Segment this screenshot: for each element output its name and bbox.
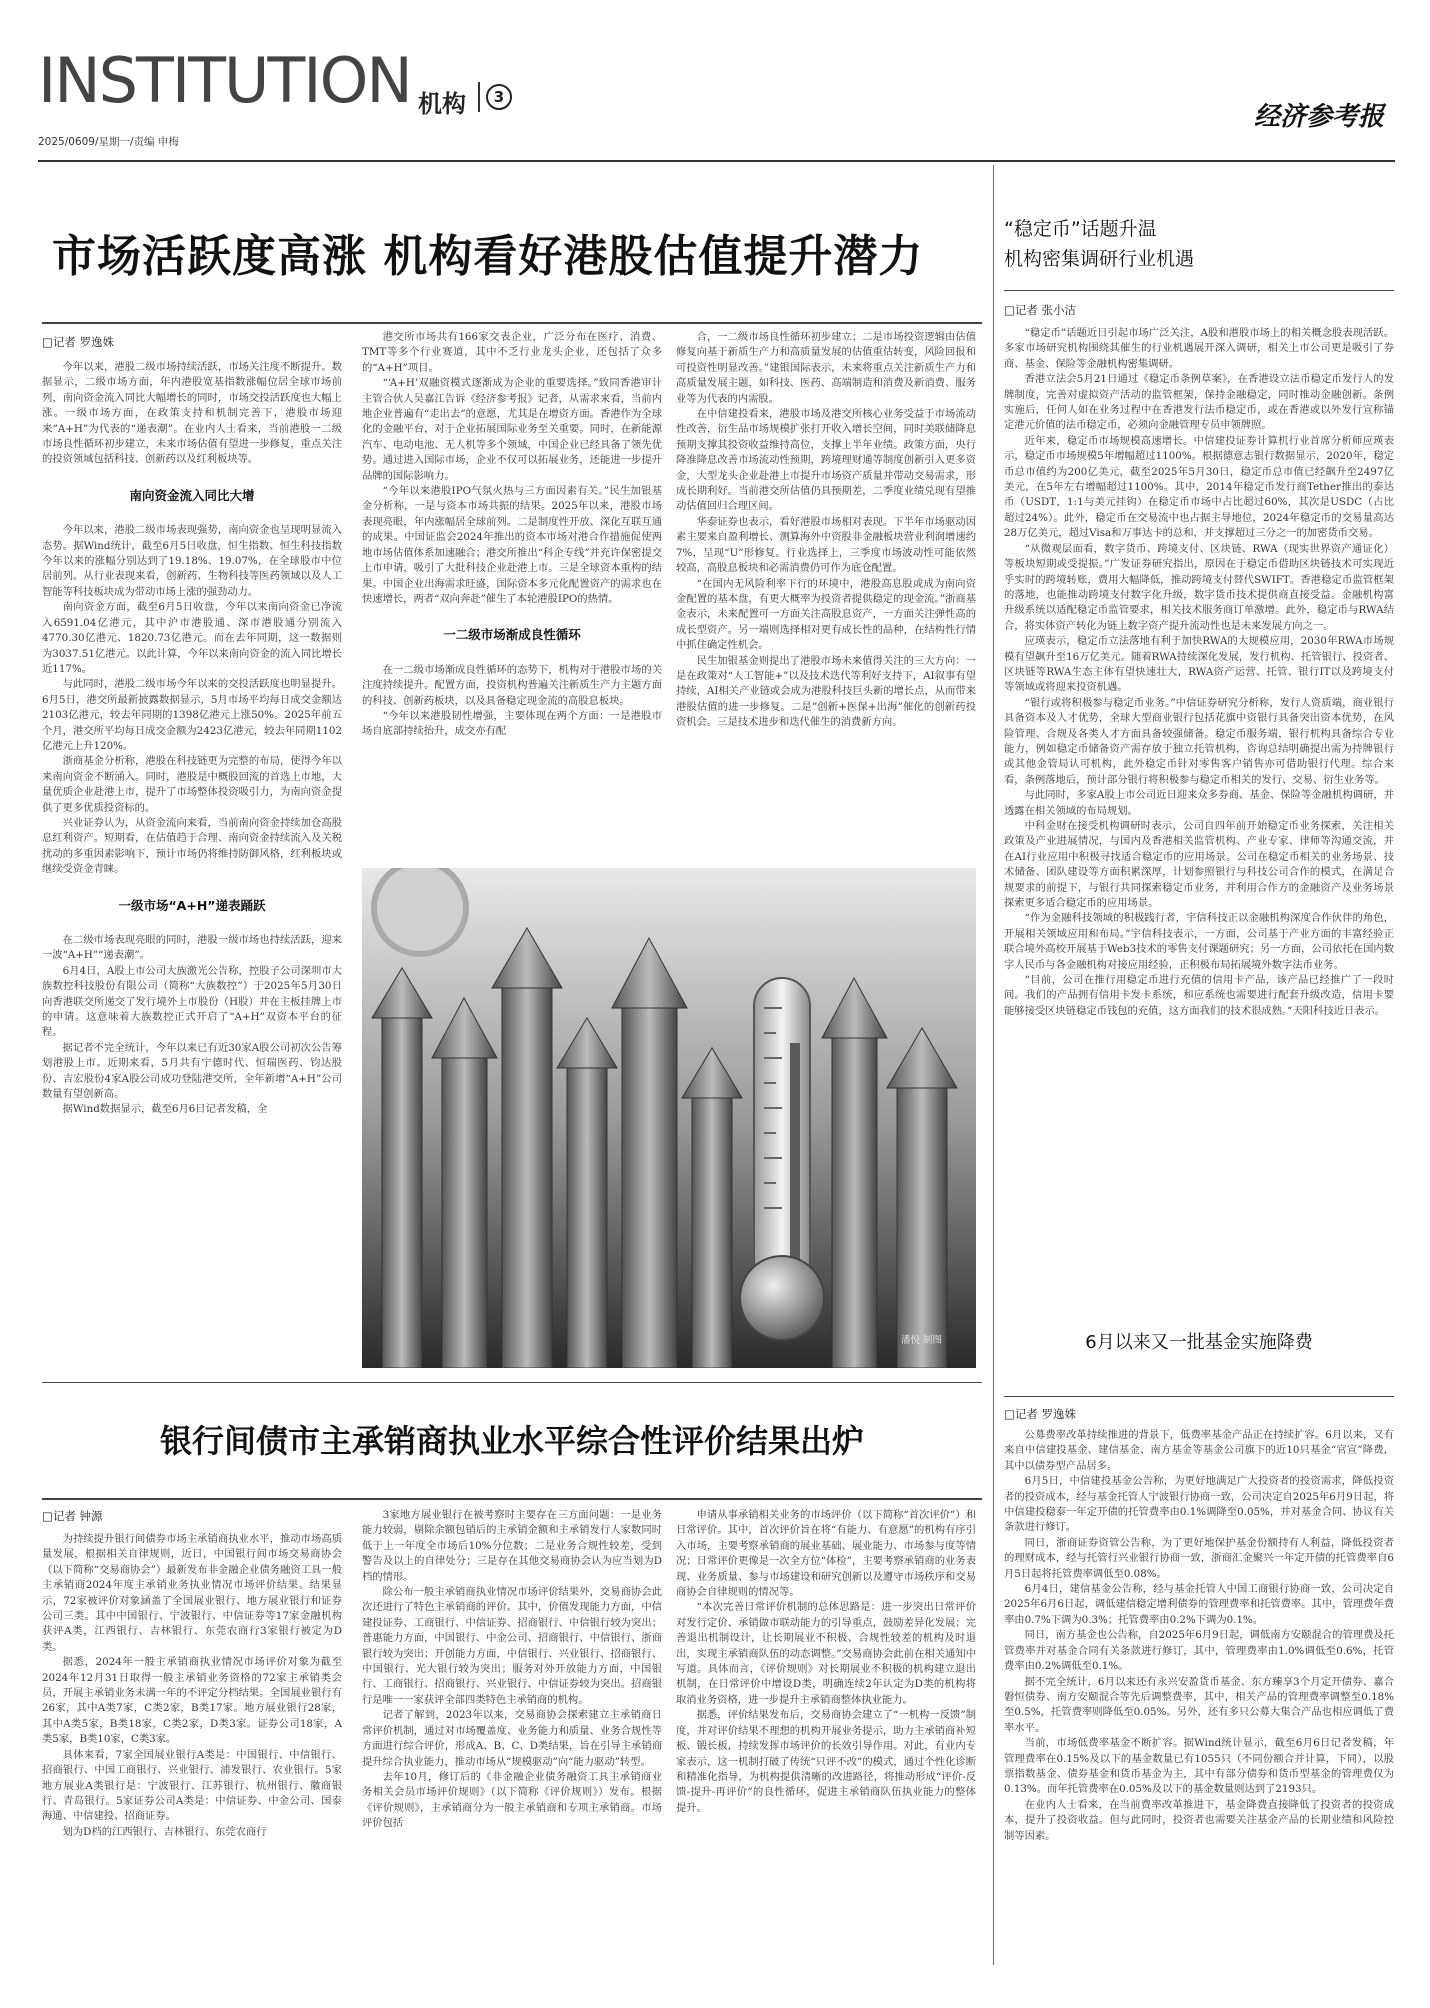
paragraph: 近年来，稳定币市场规模高速增长。中信建投证券计算机行业首席分析师应瑛表示，稳定币市场规模5年增幅超过1100%。根据德意志银行数据显示，2020年，稳定币总市值约为200亿美元，截至2025年5月30日，稳定币总市值已经飙升至2497亿美元，在5年左右增幅超过1100%。其中，2014年稳定币发行商Tether推出的泰达币（USDT，1:1与美元挂钩）在稳定币市场中占比超过60%，其次是USDC（占比超过24%）。此外，稳定币在交易流中也占据主导地位，2024年稳定币的交易量高达28万亿美元，超过Visa和万事达卡的总和，并支撑超过三分之一的加密货币交易。 [1004, 434, 1394, 540]
bottom-headline: 银行间债市主承销商执业水平综合性评价结果出炉 [159, 1422, 864, 1460]
section-title-cn: 机构 [418, 90, 466, 118]
lead-column-3 [676, 330, 976, 731]
paragraph: 记者了解到，2023年以来，交易商协会探索建立主承销商日常评价机制，通过对市场覆盖度、业务能力和质量、业务合规性等方面进行综合评价，形成A、B、C、D类结果，旨在引导主承销商提升综合执业能力，推动市场从“规模驱动”向“能力驱动”转型。 [362, 1709, 662, 1768]
paragraph: 应瑛表示，稳定币立法落地有利于加快RWA的大规模应用，2030年RWA市场规模有望飙升至16万亿美元。随着RWA持续深化发展，发行机构、托管银行、投资者、区块链等RWA生态主体有望快速壮大，RWA资产运营、托管、银行IT以及跨境支付等领域或将迎来投资机遇。 [1004, 635, 1394, 694]
paragraph: 同日，南方基金也公告称，自2025年6月9日起，调低南方安颐混合的管理费及托管费率并对基金合同有关条款进行修订，其中，管理费率由1.0%调低至0.6%，托管费率由0.2%调低至0.1%。 [1004, 1629, 1394, 1673]
image-credit: 潘悦 制图 [900, 1335, 942, 1346]
fund-byline: □记者 罗逸姝 [1004, 1407, 1077, 1421]
paragraph: 据不完全统计，6月以来还有永兴安盈货币基金、东方臻享3个月定开债券、嘉合磐恒债券、南方安颐混合等先后调整费率，其中，相关产品的管理费率调整至0.18%至0.5%，托管费率则降低至0.05%。另外，还有多只公募大集合产品也相应调低了费率水平。 [1004, 1675, 1394, 1734]
paragraph: 港交所市场共有166家交表企业，广泛分布在医疗、消费、TMT等多个行业赛道，其中不乏行业龙头企业，还包括了众多的“A+H”项目。 [362, 331, 662, 374]
paragraph: “银行或将积极参与稳定币业务。”中信证券研究分析称，发行人资质端，商业银行具备资本及人才优势，全球大型商业银行包括花旗中资银行具备突出资本优势，在风险管理、合规及各类人才方面具备较强储备。稳定币服务端，银行机构具备综合专业能力，例如稳定币储备资产需存放于独立托管机构，咨询总结明确提出需为持牌银行或其他金管局认可机构，此外稳定币针对零售客户销售亦可借助银行代理。综合来看，条例落地后，预计部分银行将积极参与稳定币相关的发行、交易、衍生业务等。 [1004, 696, 1394, 786]
bottom-column-3 [676, 1508, 976, 1816]
side-headline-line-2: 机构密集调研行业机遇 [1004, 248, 1195, 270]
sidebar-divider [993, 165, 994, 1965]
lead-headline: 市场活跃度高涨 机构看好港股估值提升潜力 [52, 231, 924, 282]
page-number: 3 [493, 88, 505, 106]
paragraph: 3家地方展业银行在被考察时主要存在三方面问题：一是业务能力较弱，剔除余额包销后的主承销金额和主承销发行人家数同时低于上一年度全市场后10%分位数；二是业务合规性较差，受到警告及以上的自律处分；三是存在其他交易商协会认为应当划为D档的情形。 [362, 1509, 662, 1583]
masthead-rule [38, 160, 1395, 162]
paragraph: 6月4日，建信基金公告称，经与基金托管人中国工商银行协商一致，公司决定自2025年6月6日起，调低建信稳定增利债券的管理费率和托管费率。其中，管理费年费率由0.7%下调为0.3%；托管费率由0.2%下调为0.1%。 [1004, 1583, 1394, 1626]
paragraph: “‘A+H’双融资模式逐渐成为企业的重要选择。”致同香港审计主管合伙人吴嘉江告诉《经济参考报》记者，从需求来看，当前内地企业普遍有“走出去”的意愿，尤其是在增资方面。香港作为全球化的金融平台，对于企业拓展国际业务至关重要。同时，在新能源汽车、电动电池、无人机等多个领域，中国企业已经具备了领先优势。通过进入国际市场，企业不仅可以拓展业务，还能进一步提升品牌的国际影响力。 [362, 377, 662, 482]
paragraph: 在一二级市场渐成良性循环的态势下，机构对于港股市场的关注度持续提升。配置方面，投资机构普遍关注新质生产力主题方面的科技、创新药板块，以及具备稳定现金流的高股息板块。 [362, 663, 662, 707]
lead-column-1 [42, 360, 342, 1118]
masthead-divider [478, 82, 480, 112]
fund-rule [1004, 1396, 1394, 1397]
paragraph: “作为金融科技领域的积极践行者，宇信科技正以金融机构深度合作伙伴的角色，开展相关领域应用和布局。”宇信科技表示，一方面，公司基于产业方面的丰富经验正联合境外高校开展基于Web3技术的零售支付课题研究；另一方面，公司依托在国内数字人民币与各金融机构对接应用经验，正积极布局拓展境外数字法币业务。 [1004, 912, 1394, 971]
paragraph: “本次完善日常评价机制的总体思路是：进一步突出日常评价对发行定价、承销做市联动能力的引导重点，鼓励差异化发展；完善退出机制设计，让长期展业不积极、合规性较差的机构及时退出，实现主承销商队伍的动态调整。”交易商协会此前在相关通知中写道。具体而言，《评价规则》对长期展业不积极的机构建立退出机制，在日常评价中增设D类，明确连续2年认定为D类的机构将取消业务资格，进一步提升主承销商整体执业能力。 [676, 1601, 976, 1706]
paragraph: 今年以来，港股二级市场持续活跃，市场关注度不断提升。数据显示，二级市场方面，年内港股宽基指数涨幅位居全球市场前列，南向资金流入同比大幅增长的同时，市场交投活跃度也大幅上涨。一级市场方面，在政策支持和机制完善下，港股市场迎来“A+H”为代表的“递表潮”。在业内人士看来，当前港股一二级市场良性循环初步建立，未来市场估值有望进一步修复，重点关注的投资领域包括科技、创新药以及红利板块等。 [42, 361, 342, 466]
lead-rule [42, 322, 982, 324]
paragraph: 公募费率改革持续推进的背景下，低费率基金产品正在持续扩容。6月以来，又有来自中信建投基金、建信基金、南方基金等基金公司旗下的近10只基金“官宣”降费，其中以债券型产品居多。 [1004, 1429, 1394, 1472]
paragraph: 与此同时，港股二级市场今年以来的交投活跃度也明显提升。6月5日，港交所最新披露数据显示，5月市场平均每日成交金额达2103亿港元，较去年同期的1398亿港元上涨50%。2025年前五个月，港交所平均每日成交金额为2423亿港元，较去年同期1102亿港元上升120%。 [42, 678, 342, 752]
paper-logo: 经济参考报 [1254, 102, 1385, 132]
paragraph: 今年以来，港股二级市场表现强势，南向资金也呈现明显流入态势。据Wind统计，截至6月5日收盘，恒生指数、恒生科技指数今年以来的涨幅分别达到了19.18%、19.07%，在全球股市中位居前列。从行业表现来看，创新药、生物科技等医药领域以及人工智能等科技板块成为带动市场上涨的强劲动力。 [42, 524, 342, 598]
paragraph: 在二级市场表现亮眼的同时，港股一级市场也持续活跃，迎来一波“A+H”“递表潮”。 [42, 934, 342, 962]
paragraph: 在中信建投看来，港股市场及港交所核心业务受益于市场流动性改善，衍生品市场规模扩张打开收入增长空间，同时美联储降息预期支撑其投资收益维持高位，支撑上半年业绩。政策方面，央行降准降息改善市场流动性预期，跨境理财通等制度创新引入更多资金，大型龙头企业赴港上市提升市场资产质量并带动交易需求，形成长期利好。当前港交所估值仍具预期差，二季度业绩兑现有望推动估值回归合理区间。 [676, 408, 976, 513]
bottom-byline: □记者 钟源 [42, 1509, 103, 1523]
sun-icon [374, 868, 466, 954]
fund-headline: 6月以来又一批基金实施降费 [1085, 1332, 1313, 1353]
bottom-top-rule [42, 1382, 982, 1383]
bottom-column-1 [42, 1532, 342, 1840]
lead-byline: □记者 罗逸姝 [42, 335, 115, 349]
paragraph: 据记者不完全统计，今年以来已有近30家A股公司初次公告筹划港股上市。近期来看，5月共有宁德时代、恒瑞医药、钧达股份、吉宏股份4家A股公司成功登陆港交所，全年新增“A+H”公司数量有望创新高。 [42, 1041, 342, 1101]
side-headline-line-1: “稳定币”话题升温 [1004, 218, 1157, 240]
paragraph: 为持续提升银行间债券市场主承销商执业水平，推动市场高质量发展，根据相关自律规则，近日，中国银行间市场交易商协会（以下简称“交易商协会”）最新发布非金融企业债务融资工具一般主承销商2024年度主承销业务执业情况市场评价结果。结果显示，72家被评价对象涵盖了全国展业银行、地方展业银行和证券公司三类。其中中国银行、宁波银行、中信证券等17家金融机构获评A类，江西银行、吉林银行、东莞农商行3家银行被定为D类。 [42, 1533, 342, 1653]
paragraph: 据悉，2024年一般主承销商执业情况市场评价对象为截至2024年12月31日取得一般主承销业务资格的72家主承销类会员，开展主承销业务未满一年的不评定分档结果。全国展业银行有26家，其中A类7家，C类2家，B类17家。地方展业银行28家，其中A类5家，B类18家，C类2家，D类3家。证券公司18家，A类5家，B类10家，C类3家。 [42, 1656, 342, 1746]
paragraph: 香港立法会5月21日通过《稳定币条例草案》，在香港设立法币稳定币发行人的发牌制度，完善对虚拟资产活动的监管框架，保持金融稳定，同时推动金融创新。条例实施后，任何人如在业务过程中在香港发行法币稳定币，或在香港或以外发行宣称锚定港元价值的法币稳定币，必须向金融管理专员申领牌照。 [1004, 373, 1394, 432]
masthead [38, 40, 1398, 170]
section-title-en: INSTITUTION [38, 44, 411, 117]
paragraph: 6月5日，中信建投基金公告称，为更好地满足广大投资者的投资需求，降低投资者的投资成本，经与基金托管人宁波银行协商一致，公司决定自2025年6月9日起，将中信建投稳泰一年定开债的托管费率由0.1%调降至0.05%，并对基金合同、协议有关条款进行修订。 [1004, 1475, 1394, 1534]
paragraph: 据Wind数据显示，截至6月6日记者发稿，全 [62, 1103, 268, 1116]
paragraph: 同日，浙商证券资管公告称，为了更好地保护基金份额持有人利益，降低投资者的理财成本，经与托管行兴业银行协商一致，浙商汇金聚兴一年定开债的托管费率自6月5日起将托管费率调低至0.08%。 [1004, 1536, 1394, 1580]
bottom-column-2 [362, 1508, 662, 1832]
paragraph: 浙商基金分析称，港股在科技链更为完整的布局，使得今年以来南向资金不断涌入。同时，港股是中概股回流的首选上市地，大量优质企业赴港上市，提升了市场整体投资吸引力，为南向资金提供了更多优质投资标的。 [42, 755, 342, 814]
subheading: 南向资金流入同比大增 [129, 487, 255, 503]
fund-article-body [1004, 1428, 1394, 1844]
paragraph: 兴业证券认为，从资金流向来看，当前南向资金持续加仓高股息红利资产。短期看，在估值趋于合理、南向资金持续流入及关税扰动的多重因素影响下，预计市场仍将维持防御风格，红利板块或继续受资金青睐。 [42, 816, 342, 876]
paragraph: 中科金财在接受机构调研时表示，公司自四年前开始稳定币业务探索，关注相关政策及产业进展情况，与国内及香港相关监管机构、产业专家、律师等沟通交流，并在AI行业应用中积极寻找适合稳定币的应用场景。公司在稳定币相关的业务场景、技术储备、团队建设等方面积累深厚，计划参照银行与科技公司合作的模式，在满足合规要求的前提下，与银行共同探索稳定币业务，并利用合作方的金融资产及业务场景探索更多适合稳定币的应用场景。 [1004, 820, 1394, 910]
subheading: 一二级市场渐成良性循环 [443, 627, 581, 643]
thermometer-illustration [362, 868, 976, 1368]
paragraph: 具体来看，7家全国展业银行A类是：中国银行、中信银行、招商银行、中国工商银行、兴业银行、浦发银行、农业银行。5家地方展业A类银行是：宁波银行、江苏银行、杭州银行、徽商银行、青岛银行。5家证券公司A类是：中信证券、中金公司、国泰海通、中信建投、招商证券。 [42, 1748, 342, 1823]
side-headline [1004, 214, 1334, 274]
paragraph: 当前，市场低费率基金不断扩容。据Wind统计显示，截至6月6日记者发稿，年管理费率在0.15%及以下的基金数量已有1055只（不同份额合并计算，下同），以股票指数基金、债券基金和货币基金为主，其中有部分债券和货币型基金的管理费仅为0.13%。而年托管费率在0.05%及以下的基金数量则达到了2193只。 [1004, 1737, 1394, 1796]
paragraph: “稳定币”话题近日引起市场广泛关注，A股和港股市场上的相关概念股表现活跃。多家市场研究机构围绕其催生的行业机遇展开深入调研，相关上市公司更是吸引了券商、基金、保险等金融机构密集调研。 [1004, 327, 1394, 370]
paragraph: 去年10月，修订后的《非金融企业债务融资工具主承销商业务相关会员市场评价规则》（以下简称《评价规则》）发布。根据《评价规则》，主承销商分为一般主承销商和专项主承销商。市场评价包括 [362, 1770, 662, 1830]
paragraph: 6月4日，A股上市公司大族激光公告称，控股子公司深圳市大族数控科技股份有限公司（简称“大族数控”）于2025年5月30日向香港联交所递交了发行境外上市股份（H股）并在主板挂牌上市的申请。这意味着大族数控正式开启了“A+H”双资本平台的征程。 [42, 964, 342, 1039]
paragraph: “今年以来港股IPO气氛火热与三方面因素有关。”民生加银基金分析称，一是与资本市场共振的结果。2025年以来，港股市场表现亮眼，年内涨幅居全球前列。二是制度性开放、深化互联互通的成果。中国证监会2024年推出的资本市场对港合作措施促使两地市场估值体系加速融合；港交所推出“科企专线”并充许保密提交上市申请，吸引了大批科技企业赴港上市。三是全球资本重构的结果。中国企业出海需求旺盛，国际资本多元化配置资产的需求也在快速增长，两者“双向奔赴”催生了本轮港股IPO的热情。 [362, 485, 662, 605]
paragraph: 划为D档的江西银行、吉林银行、东莞农商行 [62, 1825, 267, 1838]
paragraph: 南向资金方面，截至6月5日收盘，今年以来南向资金已净流入6591.04亿港元，其中沪市港股通、深市港股通分别流入4770.30亿港元、1820.73亿港元。而在去年同期，这一数据则为3037.51亿港元。以此计算，今年以来南向资金的流入同比增长近117%。 [42, 601, 343, 675]
page-number-badge [486, 84, 512, 110]
paragraph: 合，一二级市场良性循环初步建立；二是市场投资逻辑由估值修复向基于新质生产力和高质量发展的估值重估转变，风险回报和可投资性明显改善。”建银国际表示，未来将重点关注新质生产力和高质量发展主题，如科技、医药、高端制造和消费及新消费、服务业等为代表的内需股。 [676, 331, 976, 405]
bottom-rule [42, 1498, 982, 1500]
paragraph: 华泰证券也表示，看好港股市场相对表现。下半年市场驱动因素主要来自盈利增长、测算海外中资股非金融板块营业利润增速约7%，呈现“U”形修复。行业选择上，三季度市场波动性可能依然较高，高股息板块和必需消费仍可作为底仓配置。 [676, 515, 976, 575]
paragraph: “在国内无风险利率下行的环境中，港股高息股或成为南向资金配置的基本盘，有更大概率为投资者提供稳定的现金流。”浙商基金表示，未来配置可一方面关注高股息资产，一方面关注弹性高的成长型资产。另一端则选择相对更有成长性的品种，在结构性行情中抓住确定性机会。 [676, 577, 976, 652]
paragraph: “今年以来港股韧性增强，主要体现在两个方面：一是港股市场自底部持续抬升，成交亦有配 [362, 709, 662, 738]
paragraph: 在业内人士看来，在当前费率改革推进下，基金降费直接降低了投资者的投资成本，提升了投资收益。但与此同时，投资者也需要关注基金产品的长期业绩和风险控制等因素。 [1004, 1798, 1394, 1842]
illustration [362, 868, 976, 1368]
side-byline: □记者 张小洁 [1004, 303, 1077, 317]
paragraph: 除公布一般主承销商执业情况市场评价结果外，交易商协会此次还进行了特色主承销商的评价。其中，价值发现能力方面，中信建投证券、工商银行、中信证券、招商银行、中信银行较为突出；普惠能力方面，中国银行、中金公司、招商银行、中信银行、浙商银行较为突出；开创能力方面，中信银行、兴业银行、招商银行、中国银行、光大银行较为突出；服务对外开放能力方面，中国银行、工商银行、招商银行、兴业银行、中信证券较为突出。招商银行是唯一一家获评全部四类特色主承销商的机构。 [362, 1586, 662, 1706]
dateline: 2025/0609/星期一/责编 申梅 [38, 136, 179, 148]
paragraph: “目前，公司在推行用稳定币进行充值的信用卡产品，该产品已经推广了一段时间。我们的产品拥有信用卡发卡系统，和应系统也需要进行配套升级改造，信用卡要能够接受区块链稳定币钱包的充值，这方面我们的技术很成熟。”天阳科技近日表示。 [1004, 974, 1394, 1017]
side-article-body [1004, 326, 1394, 1019]
subheading: 一级市场“A+H”递表踊跃 [118, 897, 266, 913]
paragraph: 申请从事承销相关业务的市场评价（以下简称“首次评价”）和日常评价。其中，首次评价旨在将“有能力、有意愿”的机构有序引入市场，主要考察承销商的展业基础、展业能力、市场参与度等情况；日常评价更像是一次全方位“体检”，主要考察承销商的业务表现、业务质量、参与市场建设和研究创新以及遵守市场秩序和交易商协会自律规则的情况等。 [676, 1509, 976, 1599]
paragraph: “从微观层面看，数字货币、跨境支付、区块链、RWA（现实世界资产通证化）等板块短期或受提振。”广发证券研究指出，原因在于稳定币借助区块链技术可实现近乎实时的跨境转账，费用大幅降低，推动跨境支付替代SWIFT。香港稳定币监管框架的落地，也能推动跨境支付数字化升级，数字货币技术提供商直接受益。金融机构富升级系统以适配稳定币监管要求，相关技术服务商订单激增。此外，稳定币与RWA结合，将实体资产转化为链上数字资产提升流动性也是未来发展方向之一。 [1004, 542, 1394, 632]
paragraph: 据悉，评价结果发布后，交易商协会建立了“一机构一反馈”制度，并对评价结果不理想的机构开展业务提示，助力主承销商补短板、锻长板，持续发挥市场评价的长效引导作用。对此，有业内专家表示，这一机制打破了传统“只评不改”的模式，通过个性化诊断和精准化指导，为机构提供清晰的改进路径，将推动形成“评价-反馈-提升-再评价”的良性循环，促进主承销商队伍执业能力的整体提升。 [676, 1709, 976, 1814]
paragraph: 民生加银基金则提出了港股市场未来值得关注的三大方向：一是在政策对“人工智能+”以及技术迭代等利好支持下，AI叙事有望持续，AI相关产业链或会成为港股科技巨头新的增长点，从而带来港股估值的进一步修复。二是”创新+医保+出海”催化的创新药投资机会。三是技术进步和迭代催生的消费新方向。 [676, 654, 976, 729]
side-rule [1004, 290, 1394, 291]
paragraph: 与此同时，多家A股上市公司近日迎来众多券商、基金、保险等金融机构调研，并透露在相关领域的布局规划。 [1004, 789, 1394, 817]
lead-column-2 [362, 330, 662, 740]
